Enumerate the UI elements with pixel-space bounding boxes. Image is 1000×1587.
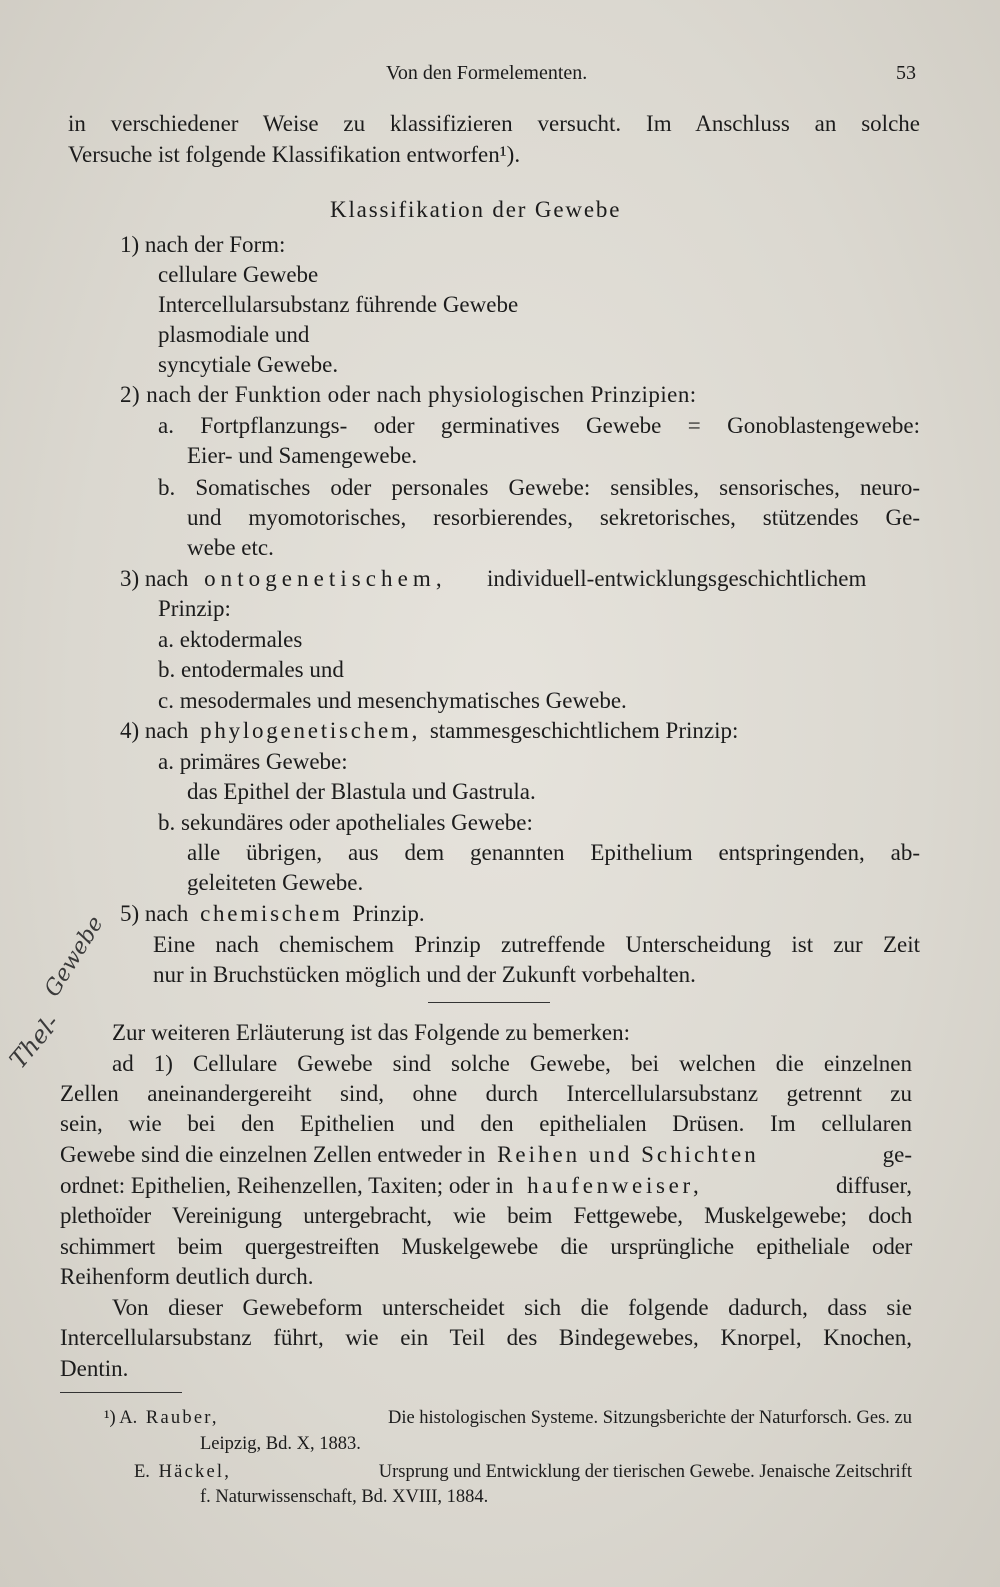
footnote: f. Naturwissenschaft, Bd. XVIII, 1884. [200, 1487, 489, 1507]
text-run: ge- [882, 1142, 912, 1167]
section-divider [428, 1002, 550, 1003]
list-item: c. mesodermales und mesenchymatisches Gewebe. [158, 688, 627, 713]
spaced-term: Häckel, [158, 1462, 232, 1482]
list-item: b. sekundäres oder apotheliales Gewebe: [158, 810, 533, 835]
footnote-text: Ursprung und Entwicklung der tierischen Gewebe. Jenaische Zeitschrift [378, 1462, 912, 1482]
list-item: alle übrigen, aus dem genannten Epithelium entspringenden, ab- [187, 840, 920, 865]
text-run: diffuser, [836, 1173, 912, 1198]
list-text: Prinzip. [352, 901, 425, 926]
running-header: Von den Formelementen. [386, 62, 588, 84]
list-item: plasmodiale und [158, 322, 310, 347]
paragraph-line: Zur weiteren Erläuterung ist das Folgende zu bemerken: [112, 1020, 630, 1045]
paragraph-line: Zellen aneinandergereiht sind, ohne durch Intercellularsubstanz getrennt zu [60, 1081, 912, 1106]
list-item: Intercellularsubstanz führende Gewebe [158, 292, 519, 317]
footnote [134, 1460, 912, 1484]
paragraph-line: Reihenform deutlich durch. [60, 1264, 314, 1289]
footnote-divider [60, 1392, 182, 1393]
list-item: 2) nach der Funktion oder nach physiologischen Prinzipien: [120, 382, 697, 407]
spaced-term: phylogenetischem, [200, 718, 421, 743]
section-title: Klassifikation der Gewebe [330, 197, 622, 222]
list-item: Prinzip: [158, 596, 231, 621]
paragraph-line: schimmert beim quergestreiften Muskelgewebe die ursprüngliche epitheliale oder [60, 1234, 912, 1259]
list-item: individuell-entwicklungsgeschichtlichem [487, 566, 867, 591]
list-item: 1) nach der Form: [120, 232, 286, 257]
list-item: a. ektodermales [158, 627, 303, 652]
handwritten-note: Thel- [4, 1008, 65, 1074]
list-item [120, 717, 738, 744]
paragraph-line: ad 1) Cellulare Gewebe sind solche Gewebe, bei welchen die einzelnen [112, 1051, 912, 1076]
list-num: 4) nach [120, 718, 189, 743]
paragraph-line: plethoïder Vereinigung untergebracht, wie beim Fettgewebe, Muskelgewebe; doch [60, 1203, 912, 1228]
text-line: Versuche ist folgende Klassifikation entworfen¹). [68, 142, 521, 167]
text-run: ordnet: Epithelien, Reihenzellen, Taxiten; oder in [60, 1173, 514, 1198]
paragraph-line [60, 1172, 912, 1199]
text-run: Gewebe sind die einzelnen Zellen entweder in [60, 1142, 486, 1167]
page-number: 53 [896, 62, 916, 84]
handwritten-note: Gewebe [40, 912, 109, 1002]
list-num: 5) nach [120, 901, 189, 926]
text-line: in verschiedener Weise zu klassifizieren versucht. Im Anschluss an solche [68, 111, 920, 136]
list-item: Eine nach chemischem Prinzip zutreffende Unterscheidung ist zur Zeit [153, 932, 920, 957]
list-item: a. primäres Gewebe: [158, 749, 348, 774]
list-item [120, 565, 447, 592]
list-item: geleiteten Gewebe. [187, 870, 364, 895]
list-item: a. Fortpflanzungs- oder germinatives Gewebe = Gonoblastengewebe: [158, 413, 920, 438]
list-item: und myomotorisches, resorbierendes, sekretorisches, stützendes Ge- [187, 505, 920, 530]
paragraph-line: Intercellularsubstanz führt, wie ein Teil des Bindegewebes, Knorpel, Knochen, [60, 1325, 912, 1350]
paragraph-line: Von dieser Gewebeform unterscheidet sich die folgende dadurch, dass sie [112, 1295, 912, 1320]
list-num: 3) nach [120, 566, 189, 591]
list-text: stammesgeschichtlichem Prinzip: [429, 718, 739, 743]
list-item: webe etc. [187, 535, 274, 560]
paragraph-line [60, 1141, 912, 1168]
spaced-term: chemischem [200, 901, 343, 926]
spaced-term: Rauber, [145, 1408, 219, 1428]
list-item: das Epithel der Blastula und Gastrula. [187, 779, 536, 804]
list-item: b. entodermales und [158, 657, 344, 682]
list-item: cellulare Gewebe [158, 262, 319, 287]
footnote [104, 1406, 912, 1430]
paragraph-line: sein, wie bei den Epithelien und den epithelialen Drüsen. Im cellularen [60, 1111, 912, 1136]
list-item: b. Somatisches oder personales Gewebe: sensibles, sensorisches, neuro- [158, 475, 920, 500]
spaced-term: ontogenetischem, [204, 566, 447, 591]
footnote: Leipzig, Bd. X, 1883. [200, 1434, 361, 1454]
footnote-marker: ¹) A. [104, 1408, 138, 1428]
footnote-marker: E. [134, 1462, 150, 1482]
list-item: Eier- und Samengewebe. [187, 443, 418, 468]
list-item: syncytiale Gewebe. [158, 352, 339, 377]
paragraph-line: Dentin. [60, 1356, 129, 1381]
list-item: nur in Bruchstücken möglich und der Zukunft vorbehalten. [153, 962, 696, 987]
spaced-term: haufenweiser, [527, 1173, 703, 1198]
spaced-term: Reihen und Schichten [497, 1142, 759, 1167]
list-item [120, 900, 425, 927]
footnote-text: Die histologischen Systeme. Sitzungsberichte der Naturforsch. Ges. zu [387, 1408, 912, 1428]
